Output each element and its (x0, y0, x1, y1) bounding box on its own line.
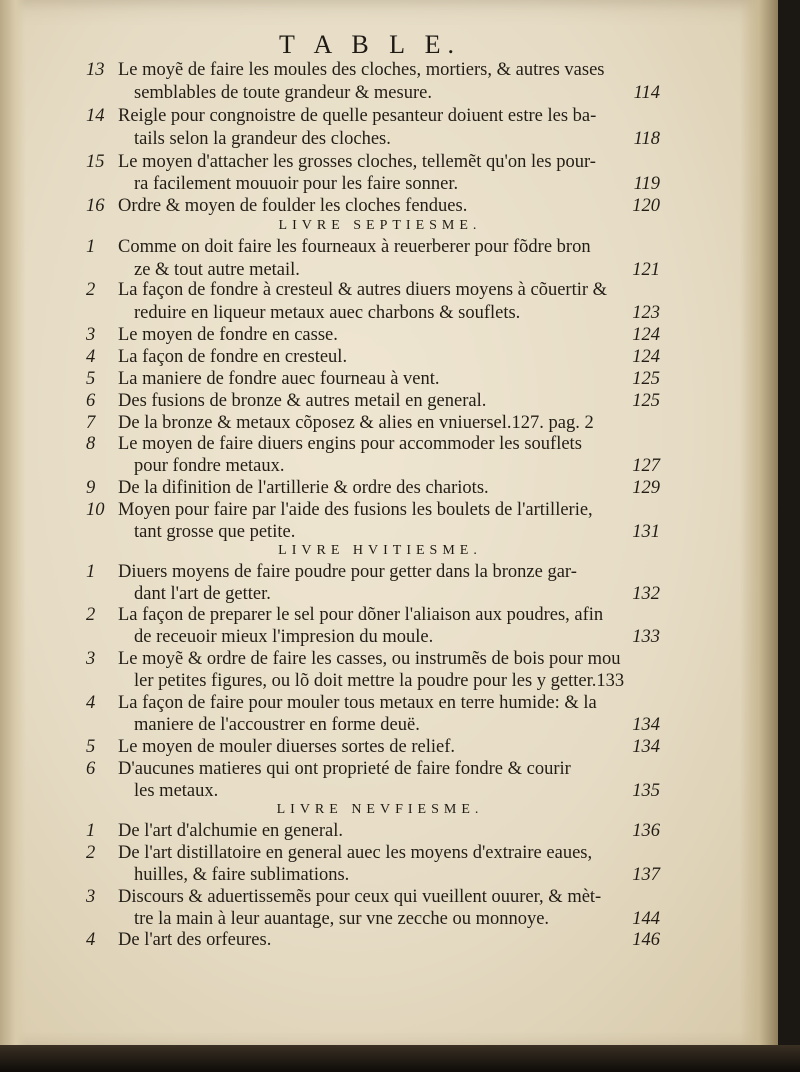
entry-page-number: 129 (632, 478, 660, 498)
entry-number: 10 (86, 500, 105, 520)
entry-text-continued: reduire en liqueur metaux auec charbons & souflets. (134, 303, 521, 323)
entry-text: Le moyen de fondre en casse. (118, 325, 338, 345)
entry-number: 9 (86, 478, 96, 498)
entry-page-number: 114 (633, 83, 660, 103)
entry-page-number: 133 (632, 627, 660, 647)
page-edge (740, 0, 778, 1058)
entry-text-continued: tails selon la grandeur des cloches. (134, 129, 391, 149)
entry-text: Le moyẽ de faire les moules des cloches, mortiers, & autres vases (118, 60, 605, 80)
book-gutter (0, 0, 26, 1058)
entry-number: 3 (86, 887, 96, 907)
entry-page-number: 127 (632, 456, 660, 476)
entry-text: Le moyẽ & ordre de faire les casses, ou instrumẽs de bois pour mou (118, 649, 621, 669)
entry-text-continued: tant grosse que petite. (134, 522, 296, 542)
entry-text: De la bronze & metaux cõposez & alies en vniuersel.127. pag. 2 (118, 413, 594, 433)
entry-number: 5 (86, 369, 96, 389)
entry-text-continued: de receuoir mieux l'impresion du moule. (134, 627, 434, 647)
entry-number: 5 (86, 737, 96, 757)
entry-text: Diuers moyens de faire poudre pour getter dans la bronze gar- (118, 562, 577, 582)
entry-number: 2 (86, 605, 96, 625)
entry-page-number: 118 (633, 129, 660, 149)
entry-text: Le moyen de mouler diuerses sortes de relief. (118, 737, 455, 757)
entry-text-continued: les metaux. (134, 781, 219, 801)
entry-text-continued: ler petites figures, ou lõ doit mettre la poudre pour les y getter.133 (134, 671, 625, 691)
entry-text-continued: maniere de l'accoustrer en forme deuë. (134, 715, 420, 735)
entry-text: Discours & aduertissemẽs pour ceux qui vueillent ouurer, & mèt- (118, 887, 602, 907)
section-heading: LIVRE HVITIESME. (278, 543, 482, 558)
entry-text: Comme on doit faire les fourneaux à reuerberer pour fõdre bron (118, 237, 591, 257)
entry-text: D'aucunes matieres qui ont proprieté de faire fondre & courir (118, 759, 571, 779)
entry-text-continued: huilles, & faire sublimations. (134, 865, 350, 885)
entry-page-number: 124 (632, 325, 660, 345)
entry-page-number: 120 (632, 196, 660, 216)
entry-page-number: 131 (632, 522, 660, 542)
entry-number: 15 (86, 152, 105, 172)
entry-page-number: 124 (632, 347, 660, 367)
entry-number: 13 (86, 60, 105, 80)
entry-text-continued: semblables de toute grandeur & mesure. (134, 83, 432, 103)
entry-text: Reigle pour congnoistre de quelle pesanteur doiuent estre les ba- (118, 106, 597, 126)
entry-page-number: 123 (632, 303, 660, 323)
entry-text: La maniere de fondre auec fourneau à vent. (118, 369, 440, 389)
entry-number: 6 (86, 759, 96, 779)
entry-number: 4 (86, 930, 96, 950)
section-heading: LIVRE NEVFIESME. (276, 802, 484, 817)
entry-text: Le moyen de faire diuers engins pour accommoder les souflets (118, 434, 582, 454)
entry-number: 1 (86, 562, 96, 582)
entry-text: Des fusions de bronze & autres metail en general. (118, 391, 487, 411)
entry-page-number: 125 (632, 369, 660, 389)
entry-number: 1 (86, 821, 96, 841)
entry-page-number: 134 (632, 737, 660, 757)
entry-page-number: 146 (632, 930, 660, 950)
entry-page-number: 121 (632, 260, 660, 280)
section-heading: LIVRE SEPTIESME. (278, 218, 482, 233)
entry-text: De l'art des orfeures. (118, 930, 272, 950)
entry-page-number: 125 (632, 391, 660, 411)
entry-text: La façon de fondre à cresteul & autres diuers moyens à cõuertir & (118, 280, 608, 300)
entry-page-number: 132 (632, 584, 660, 604)
entry-text-continued: ze & tout autre metail. (134, 260, 300, 280)
entry-number: 7 (86, 413, 96, 433)
entry-text: Moyen pour faire par l'aide des fusions les boulets de l'artillerie, (118, 500, 593, 520)
entry-page-number: 137 (632, 865, 660, 885)
entry-number: 3 (86, 649, 96, 669)
entry-number: 1 (86, 237, 96, 257)
entry-text: De l'art distillatoire en general auec les moyens d'extraire eaues, (118, 843, 593, 863)
entry-text: La façon de faire pour mouler tous metaux en terre humide: & la (118, 693, 597, 713)
entry-text: La façon de preparer le sel pour dõner l'aliaison aux poudres, afin (118, 605, 604, 625)
entry-text: Le moyen d'attacher les grosses cloches, tellemẽt qu'on les pour- (118, 152, 596, 172)
entry-page-number: 134 (632, 715, 660, 735)
page-title: T A B L E. (279, 30, 461, 59)
entry-number: 6 (86, 391, 96, 411)
entry-number: 2 (86, 843, 96, 863)
entry-number: 4 (86, 347, 96, 367)
entry-page-number: 135 (632, 781, 660, 801)
entry-text: De l'art d'alchumie en general. (118, 821, 343, 841)
entry-number: 8 (86, 434, 96, 454)
entry-text-continued: dant l'art de getter. (134, 584, 271, 604)
entry-text: La façon de fondre en cresteul. (118, 347, 348, 367)
entry-text-continued: ra facilement mouuoir pour les faire sonner. (134, 174, 459, 194)
entry-number: 16 (86, 196, 105, 216)
entry-number: 14 (86, 106, 105, 126)
entry-number: 2 (86, 280, 96, 300)
entry-text-continued: pour fondre metaux. (134, 456, 285, 476)
entry-number: 4 (86, 693, 96, 713)
entry-page-number: 136 (632, 821, 660, 841)
scan-border (0, 1045, 800, 1072)
entry-text: De la difinition de l'artillerie & ordre des chariots. (118, 478, 489, 498)
entry-page-number: 144 (632, 909, 660, 929)
entry-page-number: 119 (633, 174, 660, 194)
entry-number: 3 (86, 325, 96, 345)
entry-text-continued: tre la main à leur auantage, sur vne zecche ou monnoye. (134, 909, 550, 929)
entry-text: Ordre & moyen de foulder les cloches fendues. (118, 196, 468, 216)
